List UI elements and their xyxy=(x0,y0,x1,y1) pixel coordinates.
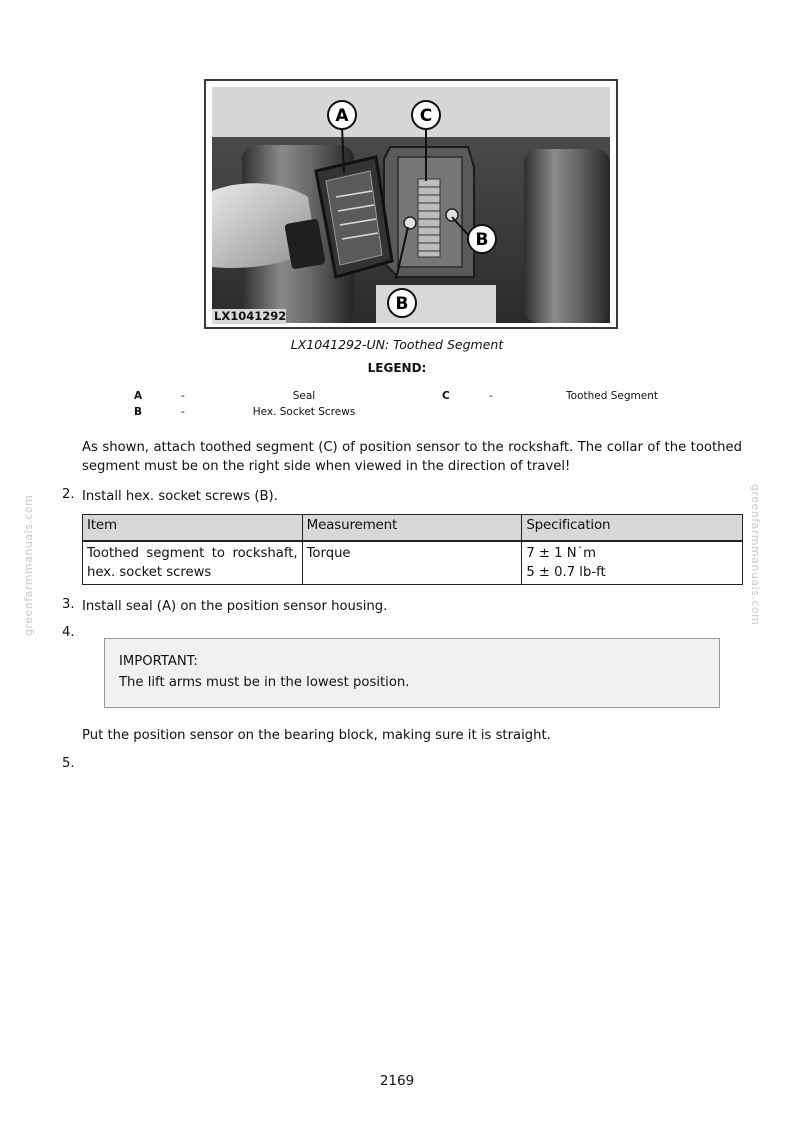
screw xyxy=(404,217,416,229)
screw xyxy=(446,209,458,221)
svg-text:B: B xyxy=(475,230,489,250)
legend-value-c: Toothed Segment xyxy=(566,390,658,402)
page-number: 2169 xyxy=(379,1073,415,1089)
callout-c xyxy=(412,101,440,129)
figure-caption: LX1041292-UN: Toothed Segment xyxy=(290,337,504,352)
step-number: 3. xyxy=(62,597,75,612)
important-text: The lift arms must be in the lowest position. xyxy=(119,675,410,690)
legend-key-c: C xyxy=(442,390,450,402)
svg-text:A: A xyxy=(335,106,349,126)
toothed-segment xyxy=(418,179,440,257)
callout-b-bottom xyxy=(388,289,416,317)
spec-metric: 7 ± 1 N˙m xyxy=(526,546,597,561)
legend-key-a: A xyxy=(134,390,143,402)
torque-spec-table xyxy=(82,514,743,585)
legend-value-b: Hex. Socket Screws xyxy=(252,406,356,418)
right-tube xyxy=(524,149,610,323)
important-notice xyxy=(104,638,720,708)
spec-imperial: 5 ± 0.7 lb-ft xyxy=(526,565,606,580)
legend-key-b: B xyxy=(134,406,143,418)
table-header-item: Item xyxy=(83,515,303,542)
step-number: 5. xyxy=(62,756,75,771)
callout-b-right xyxy=(468,225,496,253)
legend-value-a: Seal xyxy=(292,390,316,402)
toothed-segment-illustration xyxy=(212,87,610,323)
callout-a xyxy=(328,101,356,129)
instruction-position-sensor: Put the position sensor on the bearing block, making sure it is straight. xyxy=(82,728,551,743)
important-title: IMPORTANT: xyxy=(119,654,198,669)
watermark-left: greenfarmmanuals.com xyxy=(22,494,35,636)
table-row xyxy=(83,541,743,585)
step-number: 4. xyxy=(62,625,75,640)
svg-text:B: B xyxy=(395,294,409,314)
table-header-row xyxy=(83,515,743,542)
legend-dash-b: - xyxy=(181,406,185,418)
table-cell-item: Toothed segment to rockshaft, hex. socket screws xyxy=(83,541,303,585)
table-cell-measurement: Torque xyxy=(302,541,522,585)
legend-dash-c: - xyxy=(489,390,493,402)
svg-text:C: C xyxy=(419,106,433,126)
step-text: Install seal (A) on the position sensor housing. xyxy=(82,599,388,614)
table-cell-specification xyxy=(522,541,743,585)
legend-dash-a: - xyxy=(181,390,185,402)
step-number: 2. xyxy=(62,487,75,502)
step-text: Install hex. socket screws (B). xyxy=(82,489,278,504)
figure-frame xyxy=(204,79,618,329)
watermark-right: greenfarmmanuals.com xyxy=(749,484,762,626)
table-header-measurement: Measurement xyxy=(302,515,522,542)
instruction-attach-segment: As shown, attach toothed segment (C) of position sensor to the rockshaft. The collar of the toothed segment must be on the right side when viewed in the direction of travel! xyxy=(82,440,742,474)
legend-title: LEGEND: xyxy=(367,361,427,375)
figure-id-label: LX1041292 xyxy=(214,309,287,323)
table-header-specification: Specification xyxy=(522,515,743,542)
